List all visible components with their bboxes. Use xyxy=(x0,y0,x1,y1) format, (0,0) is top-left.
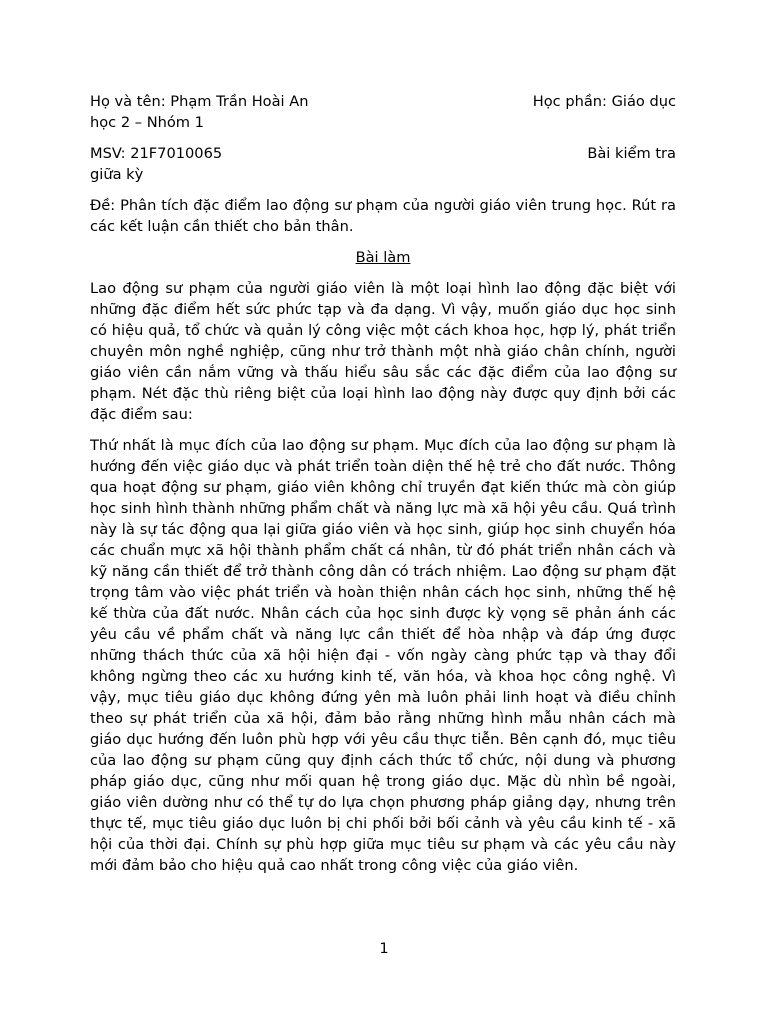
student-id: MSV: 21F7010065 xyxy=(90,145,223,162)
header-block-name xyxy=(90,91,676,133)
student-name: Họ và tên: Phạm Trần Hoài An xyxy=(90,93,309,110)
exam-label: Bài kiểm tra xyxy=(587,145,676,162)
course-label-continued: học 2 – Nhóm 1 xyxy=(90,114,204,131)
header-block-id xyxy=(90,143,676,185)
page-number: 1 xyxy=(379,940,389,957)
document-page xyxy=(90,91,676,886)
course-label: Học phần: Giáo dục xyxy=(532,93,676,110)
body-paragraph: Lao động sư phạm của người giáo viên là một loại hình lao động đặc biệt với những đặc điểm hết sức phức tạp và đa dạng. Vì vậy, muốn giáo dục học sinh có hiệu quả, tổ chức và quản lý công việc một cách khoa học, hợp lý, phát triển chuyên môn nghề nghiệp, cũng như trở thành một nhà giáo chân chính, người giáo viên cần nắm vững và thấu hiểu sâu sắc các đặc điểm của lao động sư phạm. Nét đặc thù riêng biệt của loại hình lao động này được quy định bởi các đặc điểm sau: xyxy=(90,280,676,423)
exam-label-continued: giữa kỳ xyxy=(90,166,144,183)
section-title: Bài làm xyxy=(355,249,411,266)
assignment-prompt: Đề: Phân tích đặc điểm lao động sư phạm của người giáo viên trung học. Rút ra các kết luận cần thiết cho bản thân. xyxy=(90,197,676,235)
body-paragraph: Thứ nhất là mục đích của lao động sư phạm. Mục đích của lao động sư phạm là hướng đến việc giáo dục và phát triển toàn diện thế hệ trẻ cho đất nước. Thông qua hoạt động sư phạm, giáo viên không chỉ truyền đạt kiến thức mà còn giúp học sinh hình thành những phẩm chất và năng lực mà xã hội yêu cầu. Quá trình này là sự tác động qua lại giữa giáo viên và học sinh, giúp học sinh chuyển hóa các chuẩn mực xã hội thành phẩm chất cá nhân, từ đó phát triển nhân cách và kỹ năng cần thiết để trở thành công dân có trách nhiệm. Lao động sư phạm đặt trọng tâm vào việc phát triển và hoàn thiện nhân cách học sinh, những thế hệ kế thừa của đất nước. Nhân cách của học sinh được kỳ vọng sẽ phản ánh các yêu cầu về phẩm chất và năng lực cần thiết để hòa nhập và đáp ứng được những thách thức của xã hội hiện đại - vốn ngày càng phức tạp và thay đổi không ngừng theo các xu hướng kinh tế, văn hóa, và khoa học công nghệ. Vì vậy, mục tiêu giáo dục không đứng yên mà luôn phải linh hoạt và điều chỉnh theo sự phát triển của xã hội, đảm bảo rằng những hình mẫu nhân cách mà giáo dục hướng đến luôn phù hợp với yêu cầu thực tiễn. Bên cạnh đó, mục tiêu của lao động sư phạm cũng quy định cách thức tổ chức, nội dung và phương pháp giáo dục, cũng như mối quan hệ trong giáo dục. Mặc dù nhìn bề ngoài, giáo viên dường như có thể tự do lựa chọn phương pháp giảng dạy, nhưng trên thực tế, mục tiêu giáo dục luôn bị chi phối bởi bối cảnh và yêu cầu kinh tế - xã hội của thời đại. Chính sự phù hợp giữa mục tiêu sư phạm và các yêu cầu này mới đảm bảo cho hiệu quả cao nhất trong công việc của giáo viên. xyxy=(90,437,676,874)
header-row-id xyxy=(90,143,676,164)
header-row-name xyxy=(90,91,676,112)
